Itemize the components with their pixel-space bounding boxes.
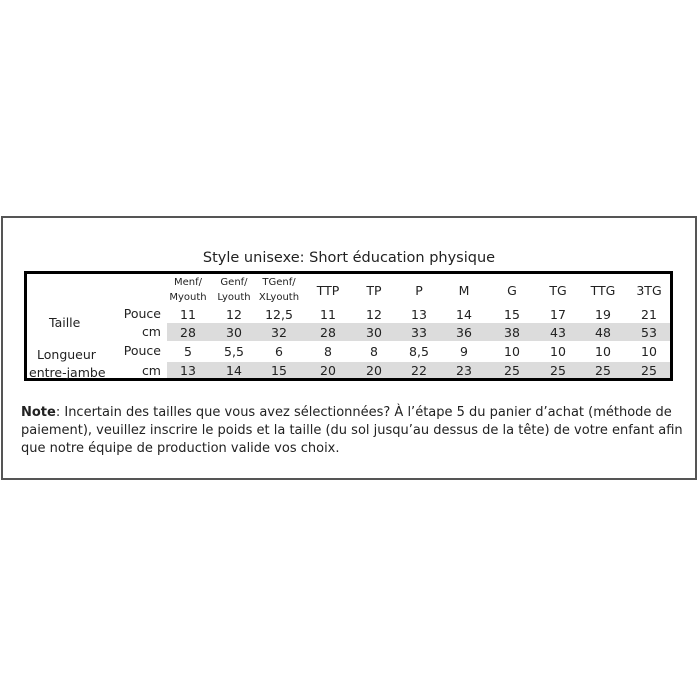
- column-header: [255, 274, 303, 306]
- table-cell: 30: [226, 324, 242, 340]
- table-cell: 11: [320, 307, 336, 322]
- table-cell: 8,5: [409, 344, 429, 359]
- table-cell: 33: [411, 324, 427, 340]
- note-paragraph: [21, 404, 689, 458]
- group-label-entre-jambe: entre-jambe: [29, 365, 106, 380]
- unit-label-pouce: Pouce: [123, 343, 161, 358]
- table-cell: 10: [550, 344, 566, 359]
- table-cell: 25: [550, 362, 566, 378]
- table-cell: 14: [226, 362, 242, 378]
- column-header: [166, 274, 210, 306]
- table-cell: 20: [320, 362, 336, 378]
- table-cell: 15: [271, 362, 287, 378]
- table-cell: 11: [180, 307, 196, 322]
- table-cell: 12,5: [265, 307, 293, 322]
- table-cell: 12: [226, 307, 242, 322]
- table-cell: 13: [180, 362, 196, 378]
- column-header: M: [458, 282, 470, 298]
- table-cell: 5: [184, 344, 192, 359]
- column-header: TG: [549, 282, 567, 298]
- column-header: TTP: [316, 282, 340, 298]
- table-cell: 8: [324, 344, 332, 359]
- table-cell: 25: [641, 362, 657, 378]
- table-cell: 20: [366, 362, 382, 378]
- column-header-line2: Lyouth: [217, 292, 251, 303]
- table-cell: 25: [504, 362, 520, 378]
- table-cell: 15: [504, 307, 520, 322]
- table-cell: 6: [275, 344, 283, 359]
- table-cell: 5,5: [224, 344, 244, 359]
- table-cell: 13: [411, 307, 427, 322]
- table-cell: 53: [641, 324, 657, 340]
- column-header-line1: Menf/: [173, 277, 202, 288]
- column-header: P: [415, 282, 423, 298]
- table-cell: 14: [456, 307, 472, 322]
- table-header-row: [27, 274, 670, 306]
- table-cell: 23: [456, 362, 472, 378]
- table-cell: 19: [595, 307, 611, 322]
- unit-label-cm: cm: [141, 324, 161, 339]
- note-text: : Incertain des tailles que vous avez sélectionnées? À l’étape 5 du panier d’achat (méthode de paiement), veuillez inscrire le poids et la taille (du sol jusqu’au dessus de la tête) de votre enfant afin que notre équipe de production valide vos choix.: [21, 405, 683, 456]
- table-cell: 28: [320, 324, 336, 340]
- table-cell: 17: [550, 307, 566, 322]
- table-cell: 12: [366, 307, 382, 322]
- table-cell: 21: [641, 307, 657, 322]
- group-label-taille: Taille: [49, 315, 81, 330]
- column-header: 3TG: [636, 282, 662, 298]
- table-cell: 38: [504, 324, 520, 340]
- table-cell: 22: [411, 362, 427, 378]
- column-header-line1: TGenf/: [262, 277, 296, 288]
- column-header: G: [507, 282, 517, 298]
- note-label: Note: [21, 405, 56, 420]
- chart-title: Style unisexe: Short éducation physique: [202, 250, 496, 266]
- unit-label-pouce: Pouce: [123, 306, 161, 321]
- column-header-line1: Genf/: [220, 277, 248, 288]
- size-chart-card: [1, 216, 697, 480]
- table-cell: 48: [595, 324, 611, 340]
- unit-label-cm: cm: [141, 363, 161, 378]
- column-header-line2: XLyouth: [258, 292, 300, 303]
- table-cell: 25: [595, 362, 611, 378]
- table-cell: 9: [460, 344, 468, 359]
- table-cell: 10: [504, 344, 520, 359]
- column-header: TTG: [590, 282, 616, 298]
- group-label-longueur: Longueur: [37, 347, 96, 362]
- table-cell: 8: [370, 344, 378, 359]
- column-header-line2: Myouth: [169, 292, 207, 303]
- table-cell: 10: [595, 344, 611, 359]
- column-header: [212, 274, 256, 306]
- column-header: TP: [366, 282, 382, 298]
- size-table: [24, 271, 673, 381]
- table-cell: 43: [550, 324, 566, 340]
- table-cell: 36: [456, 324, 472, 340]
- table-cell: 30: [366, 324, 382, 340]
- table-cell: 28: [180, 324, 196, 340]
- table-cell: 10: [641, 344, 657, 359]
- table-cell: 32: [271, 324, 287, 340]
